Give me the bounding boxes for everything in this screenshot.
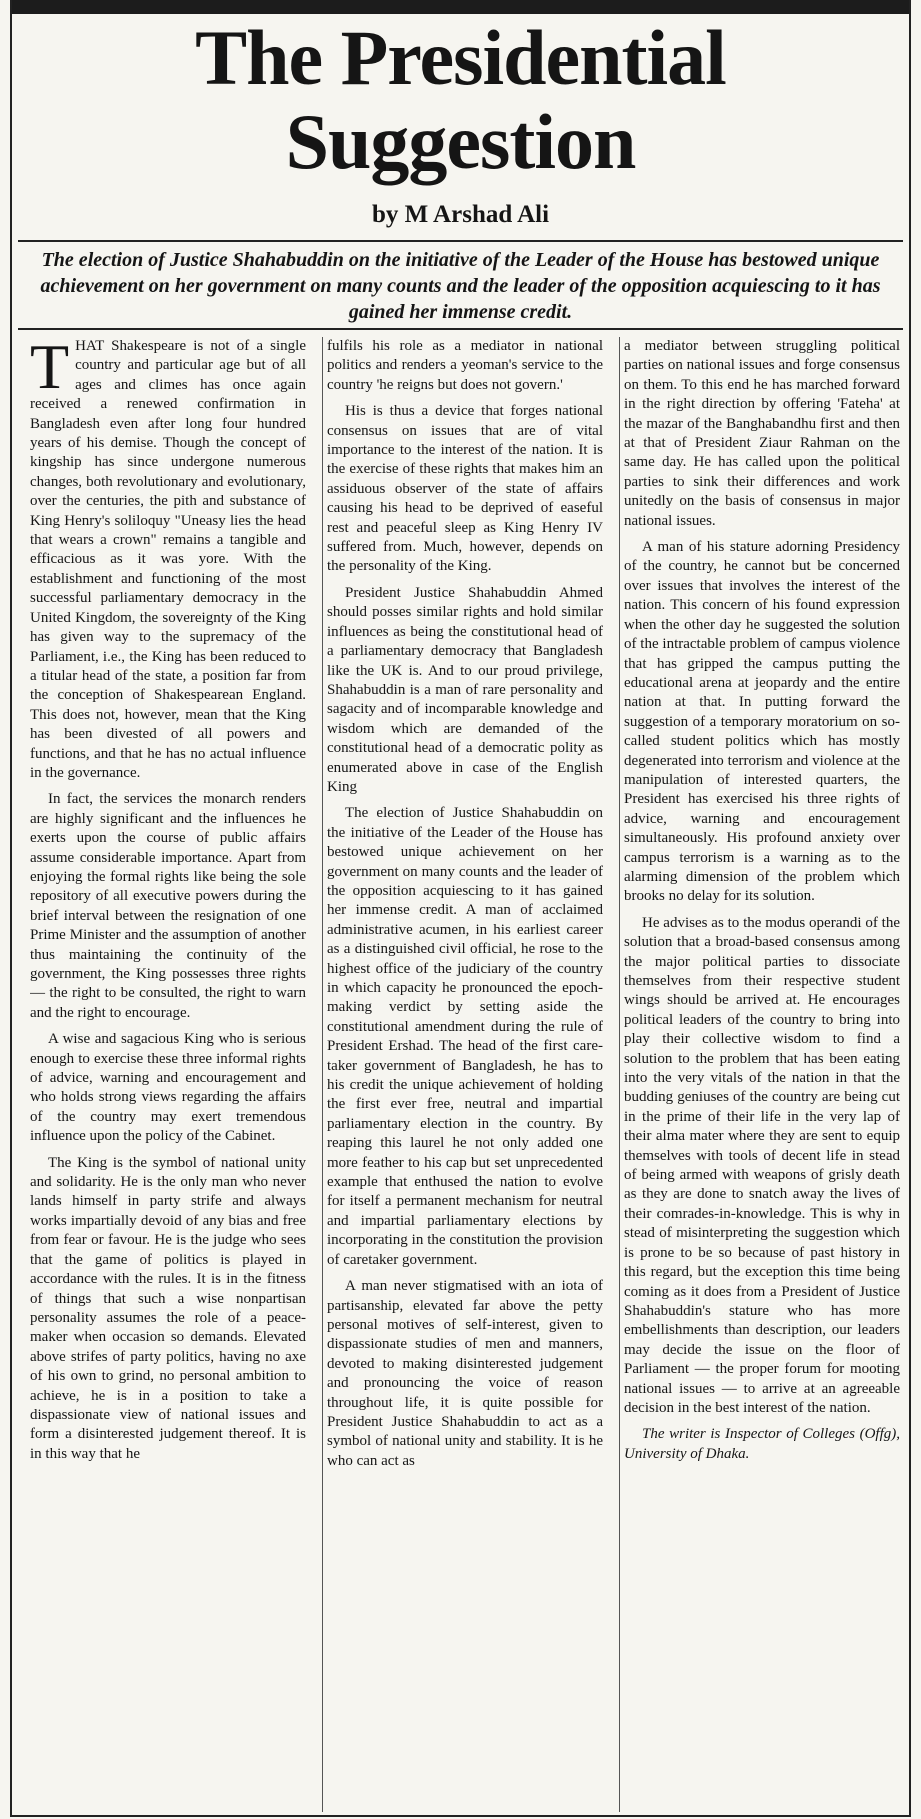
paragraph: A man of his stature adorning Presidency of the country, he cannot but be concerned over issues that involves the interest of the nation. This concern of his found expression when the other day he suggested the solution of the intractable problem of campus violence that has gripped the campus putting the educational arena at jeopardy and the entire nation at that. In putting forward the suggestion of a temporary moratorium on so-called student politics which has mostly degenerated into terrorism and violence at the manipulation of interested quarters, the President has exercised his three rights of advice, warning and encouragement simultaneously. His profound anxiety over campus terrorism is a warning as to the alarming dimension of the problem which brooks no delay for its solution. — [624, 539, 900, 905]
deck: The election of Justice Shahabuddin on the initiative of the Leader of the House has bestowed unique achievement on her government on many counts and the leader of the opposition acquiescing to it has gained her immense credit. — [40, 249, 881, 323]
paragraph: fulfils his role as a mediator in national politics and renders a yeoman's service to the country 'he reigns but does not govern.' — [327, 338, 603, 393]
credit-text: The writer is Inspector of Colleges (Offg), University of Dhaka. — [624, 1426, 900, 1462]
paragraph: The election of Justice Shahabuddin on the initiative of the Leader of the House has bestowed unique achievement on her government on many counts and the leader of the opposition acquiescing to it has gained her immense credit. A man of acclaimed administrative acumen, in his earliest career as a distinguished civil official, he rose to the highest office of the judiciary of the country in which capacity he pronounced the epoch-making verdict by setting aside the constitutional amendment during the rule of President Ershad. The head of the first care-taker government of Bangladesh, he has to his credit the unique achievement of holding the first ever free, neutral and impartial parliamentary election in the country. By reaping this laurel he not only added one more feather to his cap but set unprecedented example that enthused the nation to evolve for itself a permanent mechanism for neutral and impartial parliamentary elections by incorporating in the constitution the provision of caretaker government. — [327, 805, 603, 1268]
drop-cap: T — [30, 337, 70, 402]
paragraph: President Justice Shahabuddin Ahmed should posses similar rights and hold similar influences as being the constitutional head of a parliamentary democracy that Bangladesh like the UK is. And to our proud privilege, Shahabuddin is a man of rare personality and sagacity and of incomparable knowledge and wisdom which are demanded of the constitutional head of a democratic polity as enumerated above in case of the English King — [327, 584, 603, 795]
author-credit — [624, 1425, 900, 1464]
paragraph: A wise and sagacious King who is serious enough to exercise these three informal rights of advice, warning and encouragement and who holds strong views regarding the affairs of the country may exert tremendous influence upon the policy of the Cabinet. — [30, 1031, 306, 1145]
paragraph: A man never stigmatised with an iota of partisanship, elevated far above the petty personal motives of self-interest, given to dispassionate studies of men and manners, devoted to making disinterested judgement and pronouncing the voice of reason throughout life, it is quite possible for President Justice Shahabuddin to act as a symbol of national unity and stability. It is he who can act as — [327, 1278, 603, 1469]
paragraph: The King is the symbol of national unity and solidarity. He is the only man who never lands himself in party strife and always works impartially devoid of any bias and free from fear or favour. He is the judge who sees that the game of politics is played in accordance with the rules. It is in the fitness of things that such a wise nonpartisan personality assumes the role of a peace-maker when occasion so demands. Elevated above strifes of party politics, having no axe of his own to grind, no personal ambition to achieve, he is in a position to take a dispassionate view of national issues and form a disinterested judgement thereof. It is in this way that he — [30, 1154, 306, 1462]
paragraph: In fact, the services the monarch renders are highly significant and the influences he exerts upon the course of public affairs assume considerable importance. Apart from enjoying the formal rights like being the sole repository of all executive powers during the brief interval between the resignation of one Prime Minister and the assumption of another thus maintaining the continuity of the government, the King possesses three rights — the right to be consulted, the right to warn and the right to encourage. — [30, 791, 306, 1021]
column-3 — [624, 337, 900, 1812]
headline-line-2: Suggestion — [285, 98, 636, 185]
headline — [30, 16, 891, 184]
paragraph — [30, 337, 306, 783]
paragraph: a mediator between struggling political parties on national issues and forge consensus on them. To this end he has marched forward in the right direction by offering 'Fateha' at the mazar of the Banghabandhu first and then at that of President Ziaur Rahman on the same day. He has called upon the political parties to sink their differences and work unitedly on the basis of consensus in major national issues. — [624, 338, 900, 529]
column-2 — [327, 337, 603, 1812]
paragraph: His is thus a device that forges national consensus on issues that are of vital importance to the interest of the nation. It is the exercise of these rights that makes him an assiduous observer of the state of affairs causing his head to be deprived of easeful rest and peaceful sleep as King Henry IV suffered from. Much, however, depends on the personality of the King. — [327, 403, 603, 575]
article-body — [20, 337, 902, 1812]
column-1 — [30, 337, 306, 1812]
rule-top — [18, 240, 903, 242]
headline-line-1: The Presidential — [195, 14, 726, 101]
paragraph: He advises as to the modus operandi of the solution that a broad-based consensus among the major political parties to dissociate themselves from their respective student wings should be arrived at. He encourages political leaders of the country to bring into play their collective wisdom to find a solution to the problem that has been eating into the very vitals of the nation in that the budding geniuses of the country are being cut in the prime of their life in the very lap of their alma mater where they are sent to equip themselves with tools of decent life in stead of being armed with weapons of grisly death as they are done to snatch away the lives of their comrades-in-knowledge. This is why in stead of misinterpreting the suggestion which is prone to be so because of past history in this regard, but the exception this time being coming as it does from a President of Justice Shahabuddin's stature who has more embellishments than description, our leaders may decide the issue on the floor of Parliament — the proper forum for mooting national issues — to arrive at an agreeable decision in the best interest of the nation. — [624, 914, 900, 1416]
paragraph-text: HAT Shakespeare is not of a single country and particular age but of all ages and climes has once again received a renewed confirmation in Bangladesh even after long four hundred years of his demise. Though the concept of kingship has since undergone numerous changes, both revolutionary and evolutionary, over the centuries, the pith and substance of King Henry's soliloquy "Uneasy lies the head that wears a crown" remains a tangible and efficacious as it was yore. With the establishment and functioning of the most successful parliamentary democracy in the United Kingdom, the sovereignty of the King has given way to the supremacy of the Parliament, i.e., the King has been reduced to a titular head of the state, a position far from the conception of Shakespearean England. This does not, however, mean that the King has been divested of all powers and functions, and that he has no actual influence in the governance. — [30, 338, 306, 781]
rule-bottom — [18, 328, 903, 330]
byline: by M Arshad Ali — [371, 201, 550, 228]
